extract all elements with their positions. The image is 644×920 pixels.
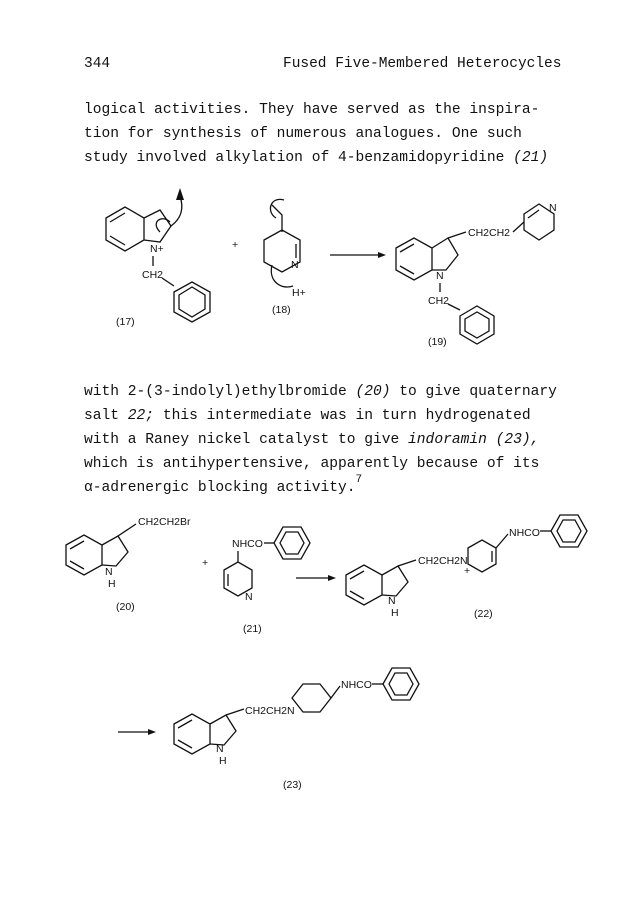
paragraph-1-line-1: logical activities. They have served as the inspira- <box>84 102 540 118</box>
chain-ch2ch2-19: CH2CH2 <box>468 227 511 239</box>
paragraph-1-line-3-text: study involved alkylation of 4-benzamidopyridine <box>84 150 514 166</box>
compound-label-19: (19) <box>428 336 447 348</box>
compound-label-20: (20) <box>116 601 135 613</box>
plus-sign-1: + <box>232 239 239 251</box>
compound-ref-22: 22; <box>127 408 155 424</box>
piperidine-ring-23 <box>292 684 331 712</box>
atom-ch2-19: CH2 <box>428 295 450 307</box>
pyrrole-ring-23 <box>210 715 236 745</box>
plus-sign-2: + <box>202 557 209 569</box>
paragraph-2-line-3-text: with a Raney nickel catalyst to give <box>84 432 409 448</box>
bond-ring-nhco-23 <box>331 686 340 698</box>
atom-h-23: H <box>219 755 227 767</box>
paragraph-2-line-1-post: to give quaternary <box>390 384 557 400</box>
atom-h-plus-18: H+ <box>292 287 306 299</box>
atom-h-22: H <box>391 607 399 619</box>
page-number: 344 <box>84 56 111 72</box>
paragraph-1-line-2: tion for synthesis of numerous analogues. One such <box>84 126 522 142</box>
compound-ref-21: (21) <box>513 150 549 166</box>
paragraph-2-line-1-text: with 2-(3-indolyl)ethylbromide <box>84 384 356 400</box>
paragraph-2-line-4: which is antihypertensive, apparently because of its <box>84 456 540 472</box>
compound-label-23: (23) <box>283 779 302 791</box>
atom-n-21: N <box>245 591 253 603</box>
atom-n-plus-17: N+ <box>150 243 164 255</box>
atom-n-22: N <box>388 595 396 607</box>
footnote-ref-7: 7 <box>355 474 363 486</box>
group-nhco-21: NHCO <box>232 538 263 550</box>
atom-ch2-17: CH2 <box>142 269 164 281</box>
atom-n-18: N <box>291 259 299 271</box>
group-nhco-23: NHCO <box>341 679 372 691</box>
atom-h-20: H <box>108 578 116 590</box>
bond-c3-chain-23 <box>226 709 244 715</box>
chain-ch2ch2n-22: CH2CH2N <box>418 555 468 567</box>
paragraph-2-line-2-post: this intermediate was in turn hydrogenated <box>154 408 531 424</box>
chain-ch2ch2n-23: CH2CH2N <box>245 705 295 717</box>
drug-name-indoramin: indoramin (23), <box>408 432 540 448</box>
compound-label-22: (22) <box>474 608 493 620</box>
atom-n-23: N <box>216 743 224 755</box>
paragraph-2-line-2-text: salt <box>84 408 128 424</box>
charge-plus-22: + <box>464 565 471 577</box>
running-title: Fused Five-Membered Heterocycles <box>283 56 562 72</box>
compound-label-21: (21) <box>243 623 262 635</box>
atom-n-20: N <box>105 566 113 578</box>
paragraph-2-line-5-text: α-adrenergic blocking activity. <box>84 480 356 496</box>
atom-n-19-indole: N <box>436 270 444 282</box>
chain-ch2ch2br-20: CH2CH2Br <box>138 516 191 528</box>
phenyl-inner-ring-23 <box>389 673 413 695</box>
group-nhco-22: NHCO <box>509 527 540 539</box>
atom-n-19-pyridine: N <box>549 202 557 214</box>
compound-ref-20: (20) <box>355 384 391 400</box>
compound-label-18: (18) <box>272 304 291 316</box>
compound-label-17: (17) <box>116 316 135 328</box>
reaction-arrowhead-3 <box>148 729 156 735</box>
